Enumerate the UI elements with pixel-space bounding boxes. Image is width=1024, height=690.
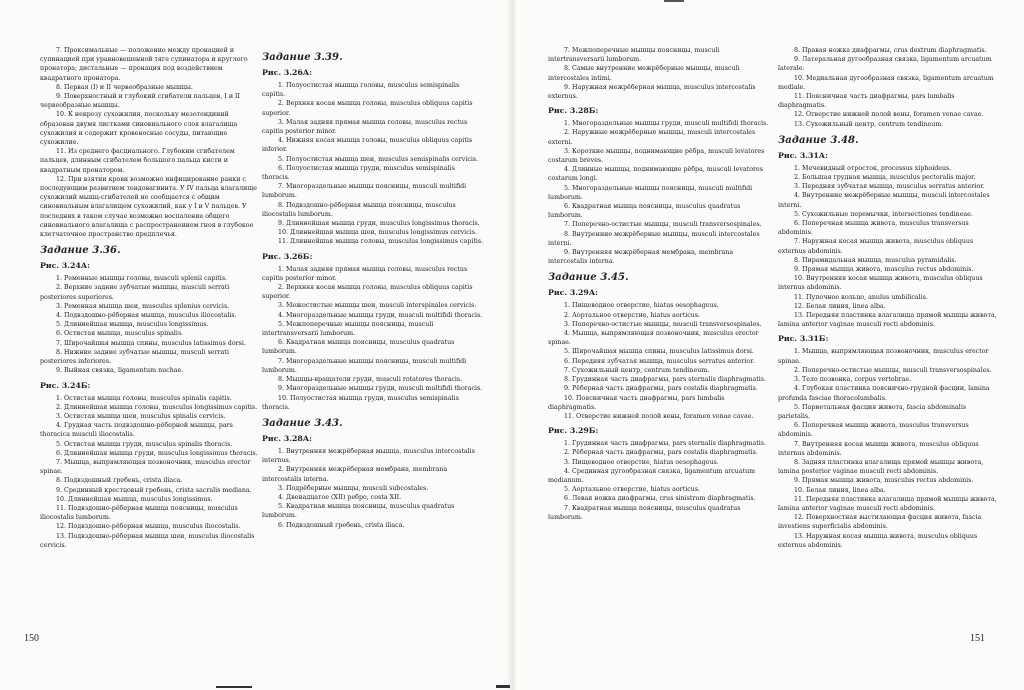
text-paragraph: 4. Нижняя косая мышца головы, musculus obliquus capitis inferior.	[262, 137, 473, 154]
text-paragraph: 7. Сухожильный центр, centrum tendineum.	[564, 366, 710, 374]
text-paragraph: 4. Срединная дугообразная связка, ligamentum arcuatum medianum.	[548, 467, 756, 484]
text-paragraph: 8. Мышцы-вращатели груди, musculi rotatores thoracis.	[278, 376, 463, 384]
text-paragraph: 8. Подвздошно-рёберная мышца поясницы, musculus iliocostalis lumborum.	[262, 201, 456, 218]
text-paragraph: 4. Двенадцатое (XII) ребро, costa XII.	[278, 493, 402, 501]
figure-label: Рис. 3.31А:	[778, 150, 829, 160]
figure-label: Рис. 3.29А:	[548, 288, 599, 298]
text-paragraph: 2. Наружные межрёберные мышцы, musculi intercostales externi.	[548, 129, 756, 146]
text-paragraph: 11. Поясничная часть диафрагмы, pars lumbalis diaphragmatis.	[778, 93, 955, 110]
text-paragraph: 4. Длинные мышцы, поднимающие рёбра, musculi levatores costarum longi.	[548, 166, 764, 183]
text-paragraph: 3. Пищеводное отверстие, hiatus oesophageus.	[564, 458, 719, 466]
figure-label: Рис. 3.26Б:	[262, 251, 313, 261]
text-paragraph: 13. Передняя пластинка влагалища прямой мышцы живота, lamina anterior vaginae musculi recti abdominis.	[778, 312, 997, 329]
text-paragraph: 6. Поперечная мышца живота, musculus transversus abdominis.	[778, 422, 969, 439]
task-heading: Задание 3.48.	[778, 134, 859, 146]
text-paragraph: 10. Поясничная часть диафрагмы, pars lumbalis diaphragmatis.	[548, 394, 725, 411]
text-paragraph: 2. Большая грудная мышца, musculus pectoralis major.	[794, 174, 976, 182]
text-paragraph: 1. Ременные мышцы головы, musculi splenii capitis.	[56, 275, 228, 283]
text-paragraph: 9. Срединный крестцовый гребень, crista sacralis mediana.	[56, 486, 252, 494]
text-column-4	[778, 46, 1000, 646]
text-paragraph: 6. Квадратная мышца поясницы, musculus quadratus lumborum.	[548, 203, 741, 220]
figure-label: Рис. 3.24А:	[40, 261, 91, 271]
text-paragraph: 7. Мышца, выпрямляющая позвоночник, musculus erector spinae.	[40, 458, 251, 476]
figure-label: Рис. 3.24Б:	[40, 380, 91, 390]
text-paragraph: 10. Длиннейшая мышца, musculus longissimus.	[56, 495, 213, 503]
text-paragraph: 10. Медиальная дугообразная связка, ligamentum arcuatum mediale.	[778, 74, 994, 91]
text-column-1	[40, 46, 262, 646]
text-paragraph: 1. Пищеводное отверстие, hiatus oesophageus.	[564, 302, 719, 310]
text-paragraph: 5. Сухожильные перемычки, intersectiones tendineae.	[794, 210, 973, 218]
text-paragraph: 7. Внутренняя косая мышца живота, musculus obliquus internus abdominis.	[778, 440, 979, 457]
text-paragraph: 7. Проксимальные — положение между пронацией и супинацией при уравновешенной тяге супинатора и круглого пронатора; дистальные — пронация под воздействием квадратного пронатора.	[40, 47, 248, 82]
text-paragraph: 5. Полуостистая мышца шеи, musculus semispinalis cervicis.	[278, 155, 479, 163]
text-paragraph: 1. Полуостистая мышца головы, musculus semispinalis capitis.	[262, 82, 460, 99]
text-paragraph: 3. Короткие мышцы, поднимающие рёбра, musculi levatores costarum breves.	[548, 147, 765, 165]
text-paragraph: 6. Подвздошный гребень, crista iliaca.	[278, 521, 405, 529]
text-paragraph: 11. Из среднего фасциального. Глубоким сгибателем пальцев, длинным сгибателем большого пальца кисти и квадратным пронатором.	[40, 148, 235, 174]
text-paragraph: 7. Многораздельные мышцы поясницы, musculi multifidi lumborum.	[262, 183, 467, 200]
text-paragraph: 2. Аортальное отверстие, hiatus aorticus.	[564, 311, 701, 319]
text-paragraph: 11. Подвздошно-рёберная мышца поясницы, musculus iliocostalis lumborum.	[40, 504, 238, 522]
text-paragraph: 3. Подрёберные мышцы, musculi subcostales.	[278, 484, 429, 492]
text-paragraph: 9. Рёберная часть диафрагмы, pars costalis diaphragmatis.	[564, 385, 758, 393]
text-paragraph: 13. Подвздошно-рёберная мышца шеи, musculus iliocostalis cervicis.	[40, 532, 255, 549]
text-paragraph: 5. Длиннейшая мышца, musculus longissimus.	[56, 321, 209, 329]
text-paragraph: 5. Париетальная фасция живота, fascia abdominalis parietalis.	[778, 403, 967, 420]
page-number-left: 150	[24, 633, 39, 644]
text-paragraph: 4. Мышца, выпрямляющая позвоночник, musculus erector spinae.	[548, 330, 759, 347]
text-paragraph: 13. Наружная косая мышца живота, musculus obliquus externus abdominis.	[778, 532, 978, 549]
text-paragraph: 9. Поверхностный и глубокий сгибатели пальцев, I и II червеобразные мышцы.	[40, 93, 241, 110]
text-paragraph: 8. Правая ножка диафрагмы, crus dextrum diaphragmatis.	[794, 47, 987, 54]
text-paragraph: 10. Длиннейшая мышца шеи, musculus longissimus cervicis.	[278, 229, 477, 237]
text-paragraph: 6. Поперечная мышца живота, musculus transversus abdominis.	[778, 220, 969, 237]
text-paragraph: 3. Тело позвонка, corpus vertebrae.	[794, 376, 912, 384]
task-heading: Задание 3.45.	[548, 272, 629, 284]
text-paragraph: 8. Самые внутренние межрёберные мышцы, musculi intercostales intimi.	[548, 65, 740, 82]
text-column-3	[548, 46, 770, 646]
text-paragraph: 7. Многораздельные мышцы поясницы, musculi multifidi lumborum.	[262, 357, 467, 374]
text-paragraph: 12. Белая линия, linea alba.	[794, 302, 886, 310]
text-paragraph: 1. Многораздельные мышцы груди, musculi multifidi thoracis.	[564, 120, 769, 128]
text-paragraph: 6. Передняя зубчатая мышца, musculus serratus anterior.	[564, 357, 755, 365]
text-paragraph: 4. Грудная часть подвздошно-рёберной мышцы, pars thoracica musculi iliocostalis.	[40, 422, 233, 439]
text-paragraph: 10. К некрозу сухожилия, поскольку мезотендиний образован двумя листками синовиального слоя влагалища сухожилия и содержит кровеносные сосуды, питающие сухожилие.	[40, 111, 238, 147]
text-paragraph: 9. Прямая мышца живота, musculus rectus abdominis.	[794, 266, 974, 274]
text-paragraph: 6. Длиннейшая мышца груди, musculus longissimus thoracis.	[56, 449, 258, 457]
text-paragraph: 10. Белая линия, linea alba.	[794, 486, 886, 494]
text-paragraph: 13. Сухожильный центр, centrum tendineum.	[794, 120, 944, 128]
text-paragraph: 7. Наружная косая мышца живота, musculus obliquus externus abdominis.	[778, 238, 974, 255]
text-paragraph: 2. Верхняя косая мышца головы, musculus obliquus capitis superior.	[262, 284, 473, 301]
text-paragraph: 12. При взятии крови возможно инфицирование ранки с последующим развитием тендовагинита. У IV пальца влагалище сухожилий мышц-сгибателей не сообщается с общим синовиальным влагалищем сухожилий, как у I и V пальцев. У последних в таком случае возможно воспаление общего синовиального влагалища с распространением гноя в глубокое клетчаточное пространство предплечья.	[40, 175, 257, 239]
text-paragraph: 12. Подвздошно-рёберная мышца, musculus iliocostalis.	[56, 523, 241, 531]
text-paragraph: 8. Задняя пластинка влагалища прямой мышцы живота, lamina posterior vaginae musculi recti abdominis.	[778, 458, 984, 476]
text-paragraph: 1. Остистая мышца головы, musculus spinalis capitis.	[56, 394, 232, 402]
task-heading: Задание 3.43.	[262, 417, 343, 429]
text-paragraph: 5. Широчайшая мышца спины, musculus latissimus dorsi.	[564, 348, 754, 356]
text-paragraph: 2. Верхние задние зубчатые мышцы, musculi serrati posteriores superiores.	[40, 284, 230, 301]
text-paragraph: 6. Остистая мышца, musculus spinalis.	[56, 330, 184, 338]
text-paragraph: 5. Межпоперечные мышцы поясницы, musculi intertransversarii lumborum.	[262, 320, 434, 338]
text-paragraph: 4. Глубокая пластинка пояснично-грудной фасции, lamina profunda fasciae thoracolumbalis.	[778, 385, 990, 402]
text-paragraph: 9. Многораздельные мышцы груди, musculi multifidi thoracis.	[278, 385, 483, 393]
text-paragraph: 2. Внутренняя межрёберная мембрана, membrana intercostalis interna.	[262, 466, 448, 483]
text-paragraph: 7. Межпоперечные мышцы поясницы, musculi intertransversarii lumborum.	[548, 47, 720, 64]
text-paragraph: 7. Поперечно-остистые мышцы, musculi transversospinales.	[564, 221, 762, 229]
text-paragraph: 8. Нижние задние зубчатые мышцы, musculi serrati posteriores inferiores.	[40, 348, 229, 366]
text-paragraph: 11. Пупочное кольцо, anulus umbilicalis.	[794, 293, 928, 301]
text-paragraph: 7. Широчайшая мышца спины, musculus latissimus dorsi.	[56, 339, 246, 347]
text-paragraph: 8. Пирамидальная мышца, musculus pyramidalis.	[794, 256, 957, 264]
text-paragraph: 9. Выйная связка, ligamentum nuchae.	[56, 367, 184, 375]
text-column-2	[262, 46, 484, 646]
text-paragraph: 7. Квадратная мышца поясницы, musculus quadratus lumborum.	[548, 504, 741, 521]
task-heading: Задание 3.39.	[262, 52, 343, 63]
task-heading: Задание 3.36.	[40, 245, 121, 257]
text-paragraph: 2. Рёберная часть диафрагмы, pars costalis diaphragmatis.	[564, 449, 758, 457]
figure-label: Рис. 3.26А:	[262, 68, 313, 77]
text-paragraph: 9. Латеральная дугообразная связка, ligamentum arcuatum laterale.	[778, 56, 992, 73]
figure-label: Рис. 3.28Б:	[548, 106, 599, 116]
text-paragraph: 5. Многораздельные мышцы поясницы, musculi multifidi lumborum.	[548, 184, 753, 201]
text-paragraph: 12. Поверхностная выстилающая фасция живота, fascia investiens superficialis abdominis.	[778, 514, 982, 531]
figure-label: Рис. 3.29Б:	[548, 426, 599, 436]
text-paragraph: 6. Полуостистая мышца груди, musculus semispinalis thoracis.	[262, 164, 455, 182]
text-paragraph: 8. Подвздошный гребень, crista iliaca.	[56, 477, 183, 485]
text-paragraph: 4. Внутренние межрёберные мышцы, musculi intercostales interni.	[778, 192, 990, 209]
text-paragraph: 2. Поперечно-остистые мышцы, musculi transversospinales.	[794, 366, 992, 374]
text-paragraph: 3. Ременная мышца шеи, musculus splenius cervicis.	[56, 302, 230, 310]
text-paragraph: 3. Остистая мышца шеи, musculus spinalis cervicis.	[56, 412, 226, 420]
text-paragraph: 12. Отверстие нижней полой вены, foramen venae cavae.	[794, 111, 984, 119]
text-paragraph: 3. Поперечно-остистые мышцы, musculi transversospinales.	[564, 320, 762, 328]
text-paragraph: 11. Отверстие нижней полой вены, foramen venae cavae.	[564, 412, 754, 420]
text-paragraph: 8. Внутренние межрёберные мышцы, musculi intercostales interni.	[548, 230, 760, 247]
text-paragraph: 1. Мечевидный отросток, processus xiphoideus.	[794, 164, 952, 172]
text-paragraph: 9. Наружная межрёберная мышца, musculus intercostalis externus.	[548, 83, 756, 101]
book-gutter	[508, 0, 516, 690]
text-paragraph: 1. Внутренняя межрёберная мышца, musculus intercostalis internus.	[262, 447, 475, 465]
scan-mark-top	[664, 0, 684, 2]
text-paragraph: 3. Передняя зубчатая мышца, musculus serratus anterior.	[794, 183, 985, 191]
text-paragraph: 5. Квадратная мышца поясницы, musculus quadratus lumborum.	[262, 503, 455, 520]
text-paragraph: 11. Длиннейшая мышца головы, musculus longissimus capitis.	[278, 238, 484, 246]
scan-mark-bottom-center	[496, 685, 510, 688]
text-paragraph: 2. Длиннейшая мышца головы, musculus longissimus capitis.	[56, 403, 258, 411]
text-paragraph: 3. Малая задняя прямая мышца головы, musculus rectus capitis posterior minor.	[262, 118, 468, 136]
page-number-right: 151	[970, 633, 985, 644]
text-paragraph: 1. Малая задняя прямая мышца головы, musculus rectus capitis posterior minor.	[262, 265, 468, 282]
text-paragraph: 8. Грудинная часть диафрагмы, pars sternalis diaphragmatis.	[564, 376, 767, 384]
text-paragraph: 3. Межостистые мышцы шеи, musculi interspinales cervicis.	[278, 302, 477, 310]
text-paragraph: 9. Внутренняя межрёберная мембрана, membrana intercostalis interna.	[548, 249, 734, 266]
text-paragraph: 9. Длиннейшая мышца груди, musculus longissimus thoracis.	[278, 220, 480, 228]
text-paragraph: 2. Верхняя косая мышца головы, musculus obliquus capitis superior.	[262, 100, 473, 117]
text-paragraph: 6. Квадратная мышца поясницы, musculus quadratus lumborum.	[262, 339, 455, 356]
text-paragraph: 10. Полуостистая мышца груди, musculus semispinalis thoracis.	[262, 394, 459, 411]
text-paragraph: 8. Первая (I) и II червеобразные мышцы.	[56, 83, 193, 91]
text-paragraph: 5. Аортальное отверстие, hiatus aorticus.	[564, 486, 701, 494]
text-paragraph: 11. Передняя пластинка влагалища прямой мышцы живота, lamina anterior vaginae musculi recti abdominis.	[778, 495, 997, 512]
text-paragraph: 6. Левая ножка диафрагмы, crus sinistrum diaphragmatis.	[564, 495, 756, 503]
figure-label: Рис. 3.31Б:	[778, 334, 829, 344]
text-paragraph: 9. Прямая мышца живота, musculus rectus abdominis.	[794, 477, 974, 485]
text-paragraph: 4. Подвздошно-рёберная мышца, musculus iliocostalis.	[56, 312, 237, 320]
text-paragraph: 1. Грудинная часть диафрагмы, pars sternalis diaphragmatis.	[564, 440, 767, 448]
scan-mark-bottom-left	[216, 686, 252, 688]
text-paragraph: 5. Остистая мышца груди, musculus spinalis thoracis.	[56, 440, 233, 448]
figure-label: Рис. 3.28А:	[262, 433, 313, 443]
text-paragraph: 10. Внутренняя косая мышца живота, musculus obliquus internus abdominis.	[778, 275, 983, 292]
text-paragraph: 4. Многораздельные мышцы груди, musculi multifidi thoracis.	[278, 311, 483, 319]
text-paragraph: 1. Мышца, выпрямляющая позвоночник, musculus erector spinae.	[778, 348, 989, 365]
